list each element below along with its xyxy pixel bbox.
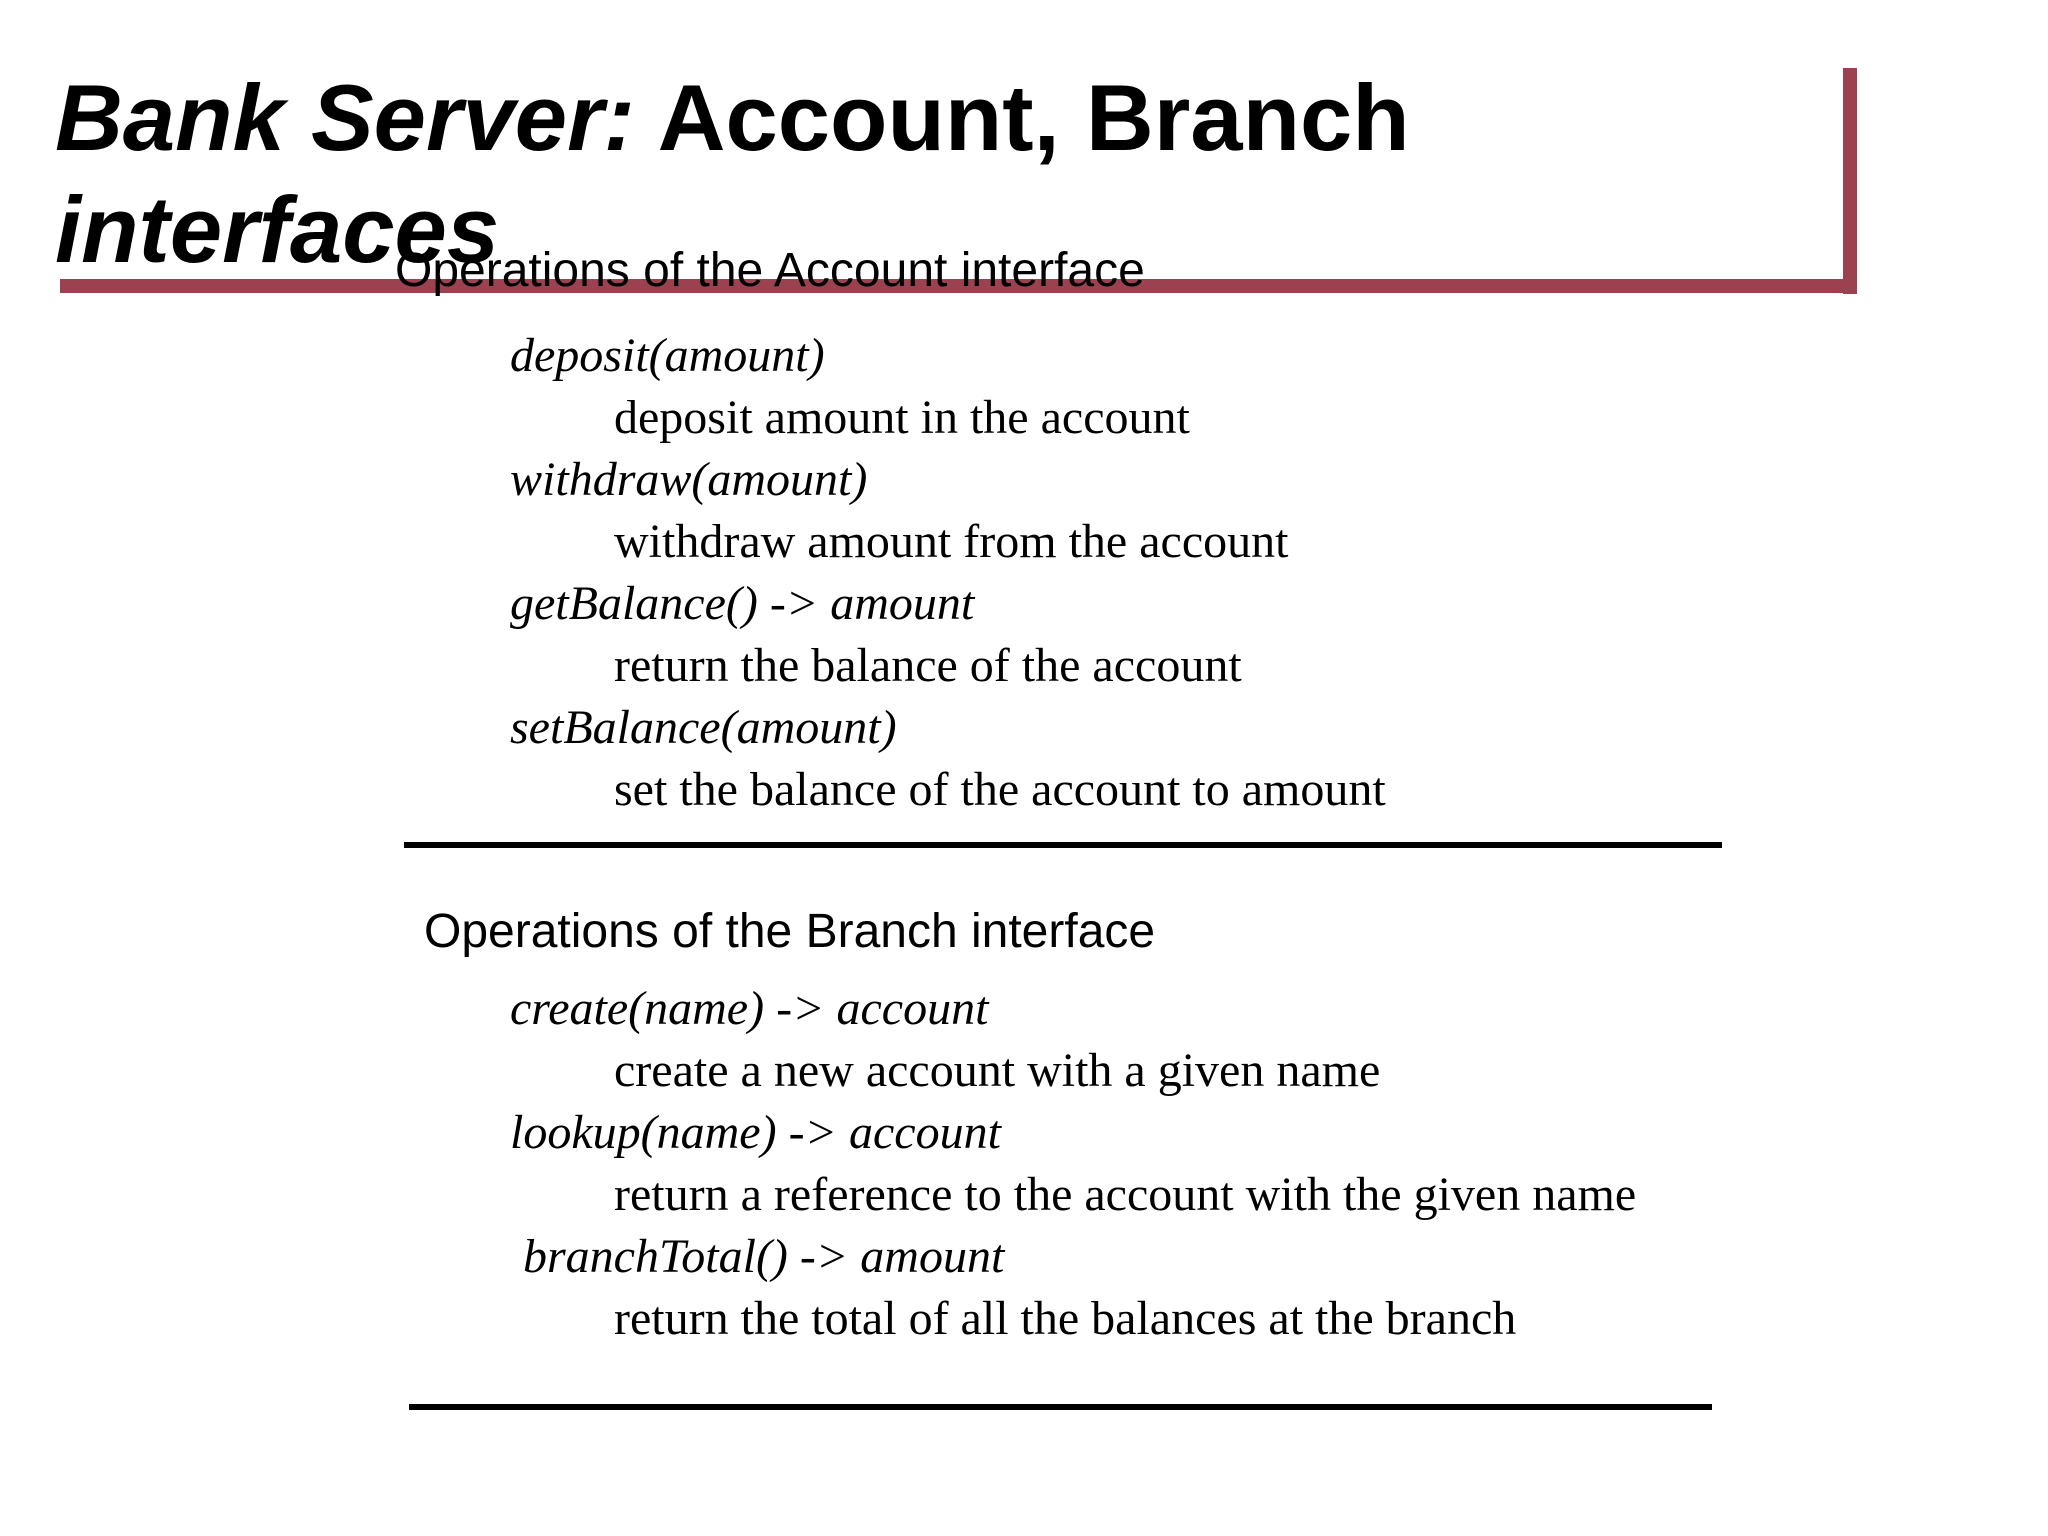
operation-signature: deposit(amount) [510,329,825,382]
branch-operations-list [0,978,2048,1350]
branch-operation [0,978,2048,1102]
operation-description: set the balance of the account to amount [614,763,1386,816]
operation-signature: setBalance(amount) [510,701,897,754]
operation-description: deposit amount in the account [614,391,1190,444]
operation-signature: create(name) -> account [510,982,989,1035]
branch-section-divider [409,1404,1712,1410]
title-frame-right-bar [1843,68,1857,294]
operation-description: return a reference to the account with the given name [614,1168,1637,1221]
branch-operation [0,1102,2048,1226]
account-operation [0,325,2048,449]
branch-operation [0,1226,2048,1350]
account-section-heading: Operations of the Account interface [395,244,1145,297]
account-operation [0,697,2048,821]
account-operations-list [0,325,2048,821]
slide-title-line2: interfaces [55,177,500,282]
account-section-divider [404,842,1722,848]
operation-signature: branchTotal() -> amount [523,1230,1005,1283]
account-operation [0,449,2048,573]
operation-signature: lookup(name) -> account [510,1106,1001,1159]
account-operation [0,573,2048,697]
slide-title-regular: Account, Branch [634,65,1410,170]
branch-section-heading: Operations of the Branch interface [424,905,1156,958]
operation-description: create a new account with a given name [614,1044,1381,1097]
operation-signature: getBalance() -> amount [510,577,975,630]
slide-title-italic: Bank Server: [55,65,635,170]
operation-description: return the balance of the account [614,639,1242,692]
operation-signature: withdraw(amount) [510,453,868,506]
operation-description: withdraw amount from the account [614,515,1289,568]
operation-description: return the total of all the balances at the branch [614,1292,1517,1345]
